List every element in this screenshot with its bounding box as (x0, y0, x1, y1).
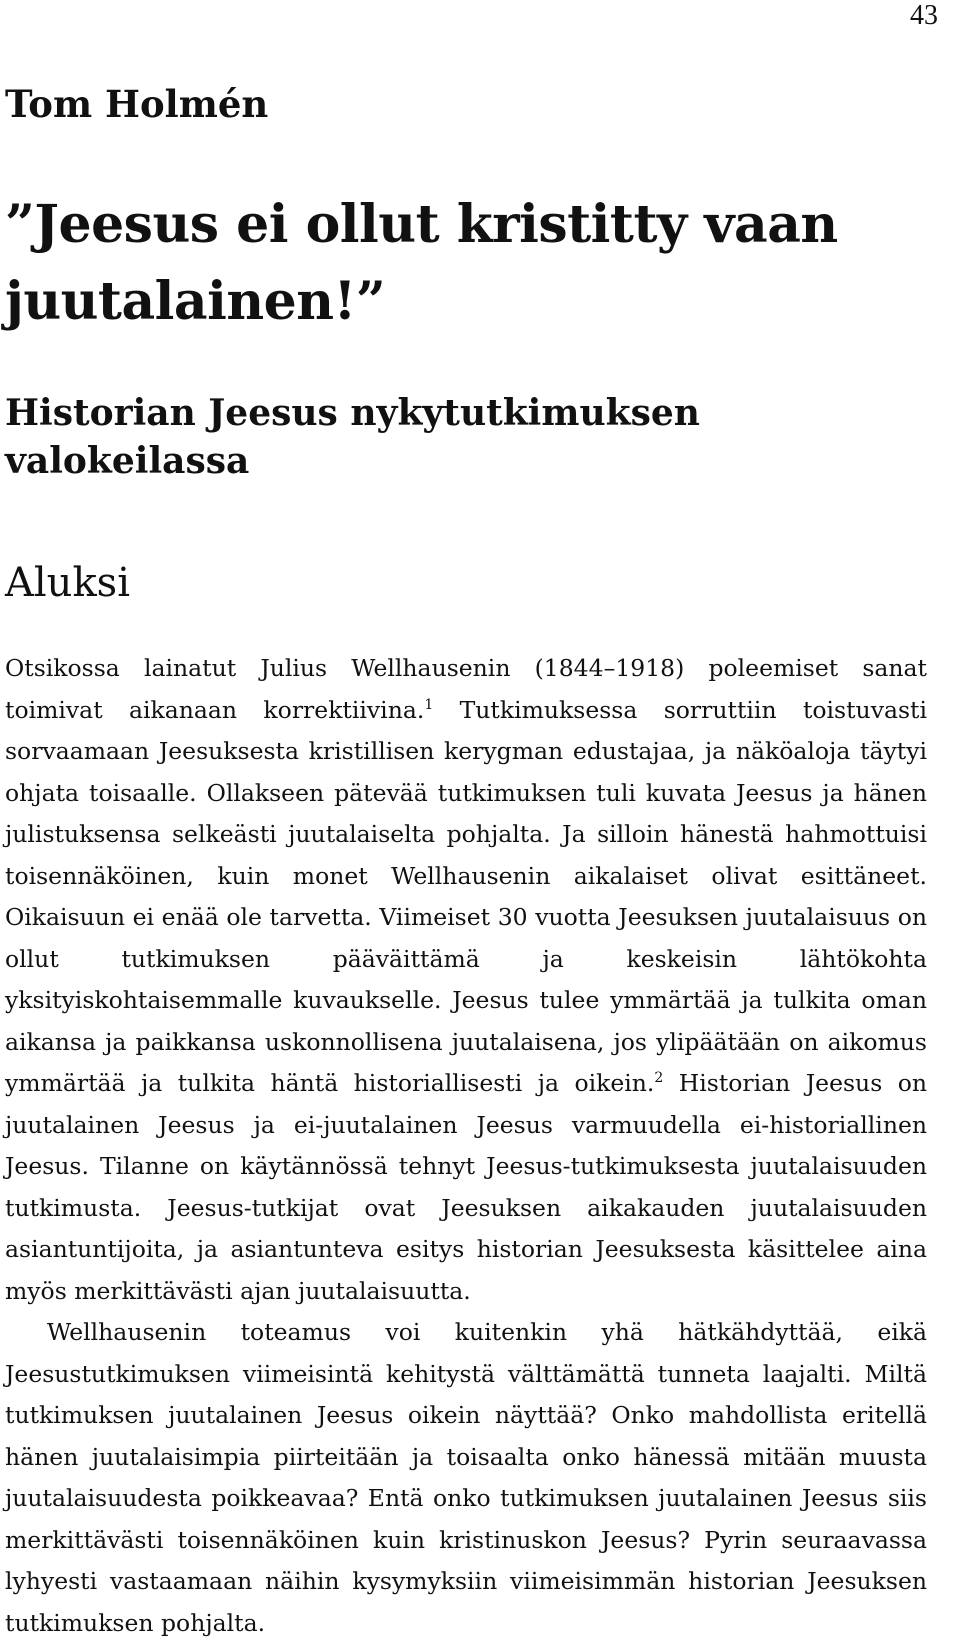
article-content (5, 80, 927, 1644)
author-name: Tom Holmén (5, 82, 269, 126)
section-heading: Aluksi (5, 560, 130, 606)
body-text (5, 648, 927, 1644)
footnote-ref-2[interactable]: 2 (654, 1070, 664, 1086)
footnote-ref-1[interactable]: 1 (424, 696, 434, 713)
paragraph-2: Wellhausenin toteamus voi kuitenkin yhä hätkähdyttää, eikä Jeesustutkimuksen viimeisintä kehitystä välttämättä tunneta laajalti. Miltä tutkimuksen juutalainen Jeesus oikein näyttää? Onko mahdollista eritellä hänen juutalaisimpia piirteitään ja toisaalta onko hänessä mitään muusta juutalaisuudesta poikkeavaa? Entä onko tutkimuksen juutalainen Jeesus siis merkittävästi toisennäköinen kuin kristinuskon Jeesus? Pyrin seuraavassa lyhyesti vastaamaan näihin kysymyksiin viimeisimmän historian Jeesuksen tutkimuksen pohjalta. (5, 1318, 927, 1637)
paragraph-1-part-a: Otsikossa lainatut Julius Wellhausenin (1844–1918) poleemiset sanat toimivat aikanaan korrektiivina. (5, 654, 927, 724)
article-subtitle: Historian Jeesus nykytutkimuksen valokeilassa (5, 392, 700, 482)
paragraph-1-part-b: Tutkimuksessa sorruttiin toistuvasti sorvaamaan Jeesuksesta kristillisen kerygman edustajaa, ja näköaloja täytyi ohjata toisaalle. Ollakseen pätevää tutkimuksen tuli kuvata Jeesus ja hänen julistuksensa selkeästi juutalaiselta pohjalta. Ja silloin hänestä hahmottuisi toisennäköinen, kuin monet Wellhausenin aikalaiset olivat esittäneet. Oikaisuun ei enää ole tarvetta. Viimeiset 30 vuotta Jeesuksen juutalaisuus on ollut tutkimuksen pääväittämä ja keskeisin lähtökohta yksityiskohtaisemmalle kuvaukselle. Jeesus tulee ymmärtää ja tulkita oman aikansa ja paikkansa uskonnollisena juutalaisena, jos ylipäätään on aikomus ymmärtää ja tulkita häntä historiallisesti ja oikein. (5, 695, 927, 1097)
article-title: ”Jeesus ei ollut kristitty vaan juutalainen!” (5, 194, 838, 332)
paragraph-1-part-c: Historian Jeesus on juutalainen Jeesus ja ei-juutalainen Jeesus varmuudella ei-historiallinen Jeesus. Tilanne on käytännössä tehnyt Jeesus-tutkimuksesta juutalaisuuden tutkimusta. Jeesus-tutkijat ovat Jeesuksen aikakauden juutalaisuuden asiantuntijoita, ja asiantunteva esitys historian Jeesuksesta käsittelee aina myös merkittävästi ajan juutalaisuutta. (5, 1069, 927, 1305)
paragraph-1 (5, 648, 927, 1312)
page-number: 43 (910, 0, 938, 31)
